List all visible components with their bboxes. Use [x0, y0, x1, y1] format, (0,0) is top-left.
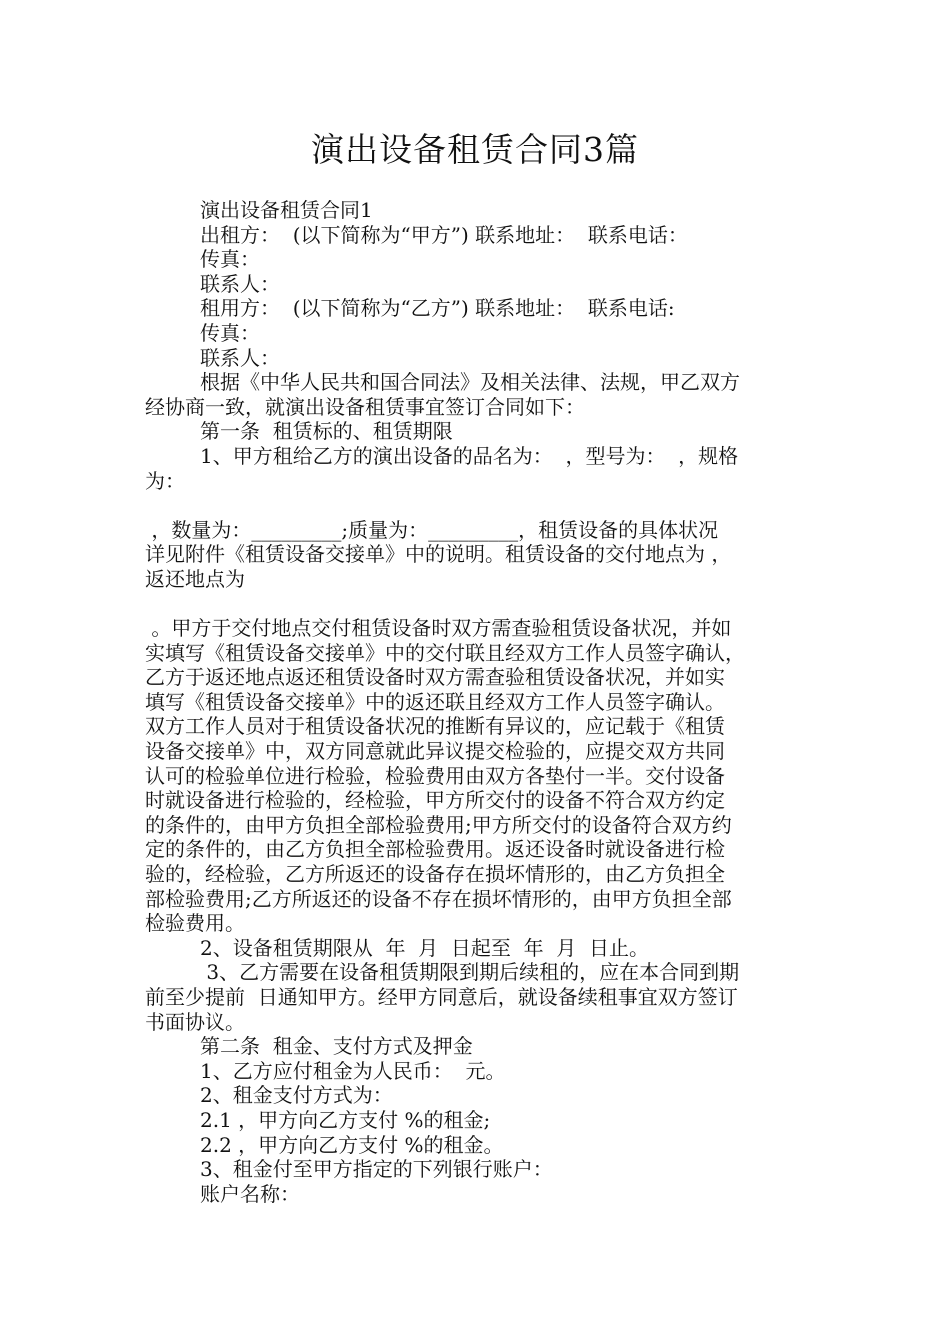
document-body [145, 198, 820, 1206]
blank-line [145, 592, 820, 617]
text-line: 填写《租赁设备交接单》中的返还联且经双方工作人员签字确认。 [145, 689, 725, 714]
text-line: 。甲方于交付地点交付租赁设备时双方需查验租赁设备状况，并如 [145, 616, 732, 641]
text-line: 2、设备租赁期限从 年 月 日起至 年 月 日止。 [200, 935, 650, 960]
text-line: 设备交接单》中，双方同意就此异议提交检验的，应提交双方共同 [145, 739, 725, 764]
text-line: 检验费用。 [145, 911, 245, 936]
text-line: 返还地点为 [145, 566, 245, 591]
text-line: 定的条件的，由乙方负担全部检验费用。返还设备时就设备进行检 [145, 837, 725, 862]
blank-line [145, 493, 820, 518]
text-line: 乙方于返还地点返还租赁设备时双方需查验租赁设备状况，并如实 [145, 665, 725, 690]
text-line: 根据《中华人民共和国合同法》及相关法律、法规，甲乙双方 [200, 370, 740, 395]
text-line: 出租方： (以下简称为“甲方”) 联系地址： 联系电话： [200, 222, 688, 247]
text-line: 为： [145, 468, 185, 493]
text-line: 验的，经检验，乙方所返还的设备存在损坏情形的，由乙方负担全 [145, 862, 725, 887]
text-line: 2.1 ，甲方向乙方支付 %的租金; [200, 1107, 491, 1132]
text-line: 书面协议。 [145, 1009, 245, 1034]
text-line: 联系人： [200, 271, 280, 296]
text-line: 账户名称： [200, 1181, 300, 1206]
text-line: 2.2 ，甲方向乙方支付 %的租金。 [200, 1132, 504, 1157]
text-line: 传真： [200, 320, 260, 345]
text-line: 演出设备租赁合同1 [200, 198, 373, 222]
text-line: 传真： [200, 247, 260, 272]
text-line: 1、乙方应付租金为人民币： 元。 [200, 1058, 506, 1083]
text-line: 详见附件《租赁设备交接单》中的说明。租赁设备的交付地点为 ， [145, 542, 732, 567]
text-line: 实填写《租赁设备交接单》中的交付联且经双方工作人员签字确认， [145, 640, 745, 665]
text-line: 联系人： [200, 345, 280, 370]
text-line: 部检验费用;乙方所返还的设备不存在损坏情形的，由甲方负担全部 [145, 886, 732, 911]
text-line: 租用方： (以下简称为“乙方”) 联系地址： 联系电话: [200, 296, 675, 321]
text-line: 认可的检验单位进行检验，检验费用由双方各垫付一半。交付设备 [145, 763, 725, 788]
document-title: 演出设备租赁合同3篇 [311, 130, 639, 169]
text-line: 3、乙方需要在设备租赁期限到期后续租的，应在本合同到期 [200, 960, 740, 985]
text-line: 1、甲方租给乙方的演出设备的品名为： ，型号为： ，规格 [200, 443, 739, 468]
text-line: 经协商一致，就演出设备租赁事宜签订合同如下： [145, 394, 585, 419]
text-line: ，数量为：_________;质量为：_________，租赁设备的具体状况 [145, 517, 719, 542]
text-line: 第一条 租赁标的、租赁期限 [200, 419, 453, 444]
text-line: 双方工作人员对于租赁设备状况的推断有异议的，应记载于《租赁 [145, 714, 725, 739]
text-line: 第二条 租金、支付方式及押金 [200, 1034, 473, 1059]
text-line: 时就设备进行检验的，经检验，甲方所交付的设备不符合双方约定 [145, 788, 725, 813]
text-line: 3、租金付至甲方指定的下列银行账户： [200, 1157, 553, 1182]
text-line: 2、租金支付方式为： [200, 1083, 393, 1108]
text-line: 的条件的，由甲方负担全部检验费用;甲方所交付的设备符合双方约 [145, 812, 732, 837]
text-line: 前至少提前 日通知甲方。经甲方同意后，就设备续租事宜双方签订 [145, 985, 738, 1009]
